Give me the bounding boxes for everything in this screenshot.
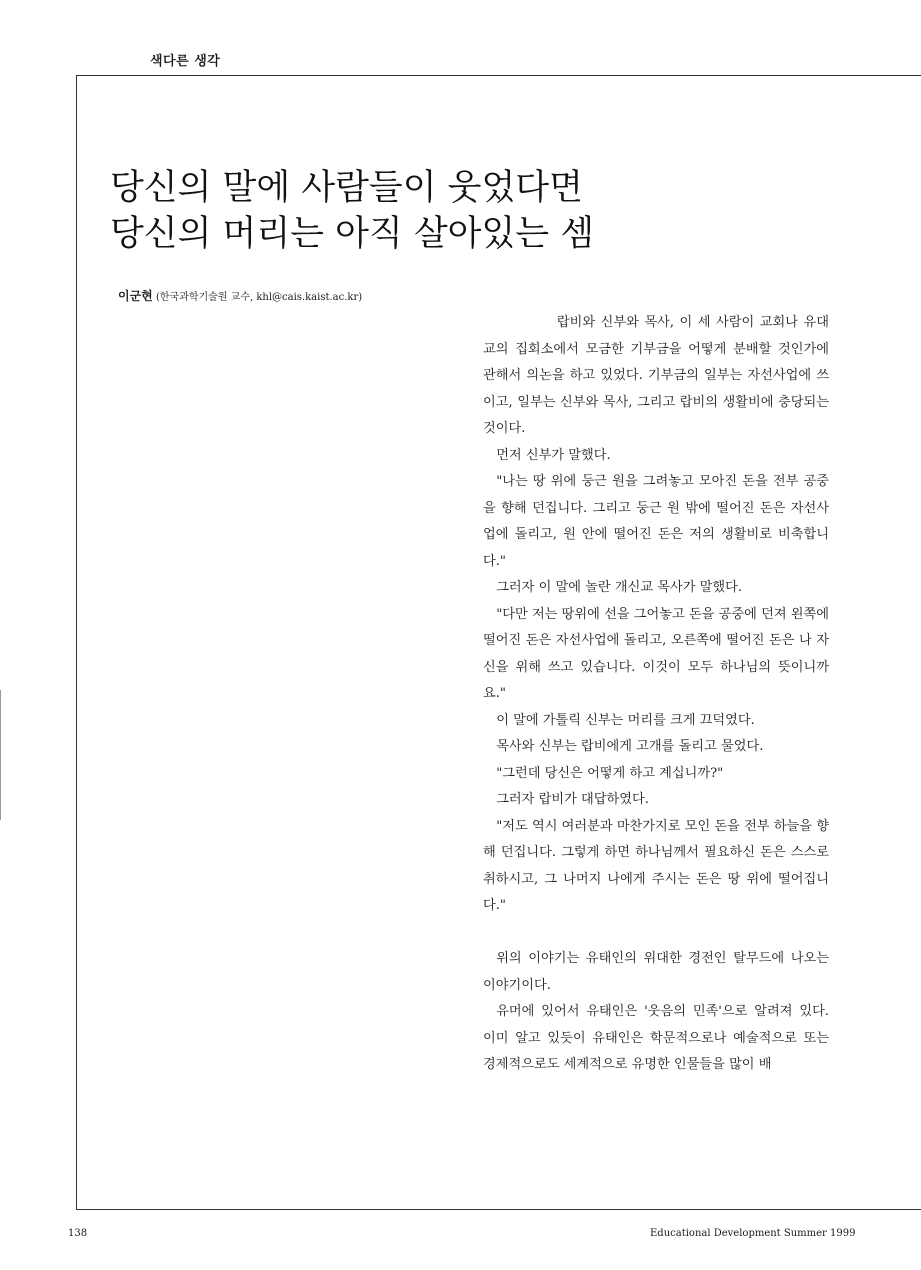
scan-edge-mark xyxy=(0,690,1,820)
paragraph: 이 말에 가톨릭 신부는 머리를 크게 끄덕였다. xyxy=(496,712,755,728)
paragraph: "저도 역시 여러분과 마찬가지로 모인 돈을 전부 하늘을 향해 던집니다. 그렇게 하면 하나님께서 필요하신 돈은 스스로 취하시고, 그 나머지 나에게 주시는 돈은 땅 위에 떨어집니다." xyxy=(483,818,829,913)
paragraph: "나는 땅 위에 둥근 원을 그려놓고 모아진 돈을 전부 공중을 향해 던집니다. 그리고 둥근 원 밖에 떨어진 돈은 자선사업에 돌리고, 원 안에 떨어진 돈은 저의 생활비로 비축합니다." xyxy=(483,474,829,569)
paragraph: 먼저 신부가 말했다. xyxy=(496,447,611,463)
paragraph: 위의 이야기는 유태인의 위대한 경전인 탈무드에 나오는 이야기이다. xyxy=(483,951,829,993)
frame-left-rule xyxy=(76,75,77,1210)
article-title xyxy=(110,165,870,257)
title-line-1: 당신의 말에 사람들이 웃었다면 xyxy=(110,168,583,208)
author-affiliation: (한국과학기술원 교수, khl@cais.kaist.ac.kr) xyxy=(155,292,363,303)
frame-bottom-rule xyxy=(76,1209,921,1210)
paragraph: "다만 저는 땅위에 선을 그어놓고 돈을 공중에 던져 왼쪽에 떨어진 돈은 자선사업에 돌리고, 오른쪽에 떨어진 돈은 나 자신을 위해 쓰고 있습니다. 이것이 모두 하나님의 뜻이니까요." xyxy=(483,606,829,701)
paragraph: 그러자 이 말에 놀란 개신교 목사가 말했다. xyxy=(496,580,743,595)
title-line-2: 당신의 머리는 아직 살아있는 셈 xyxy=(110,214,595,254)
section-gap xyxy=(483,920,829,947)
frame-top-rule xyxy=(76,75,921,76)
article-body xyxy=(483,310,829,1079)
paragraph: 랍비와 신부와 목사, 이 세 사람이 교회나 유대교의 집회소에서 모금한 기부금을 어떻게 분배할 것인가에 관해서 의논을 하고 있었다. 기부금의 일부는 자선사업에 쓰이고, 일부는 신부와 목사, 그리고 랍비의 생활비에 충당되는 것이다. xyxy=(483,315,829,436)
paragraph: "그런데 당신은 어떻게 하고 계십니까?" xyxy=(496,765,724,781)
paragraph: 유머에 있어서 유태인은 '웃음의 민족'으로 알려져 있다. 이미 알고 있듯이 유태인은 학문적으로나 예술적으로 또는 경제적으로도 세계적으로 유명한 인물들을 많이 배 xyxy=(483,1004,829,1072)
page-number: 138 xyxy=(68,1228,88,1239)
section-label: 색다른 생각 xyxy=(150,54,221,69)
publication-footer: Educational Development Summer 1999 xyxy=(650,1228,856,1239)
paragraph: 그러자 랍비가 대답하였다. xyxy=(496,792,649,807)
author-byline xyxy=(118,287,362,304)
paragraph: 목사와 신부는 랍비에게 고개를 돌리고 물었다. xyxy=(496,739,764,754)
author-name: 이군현 xyxy=(118,289,153,303)
